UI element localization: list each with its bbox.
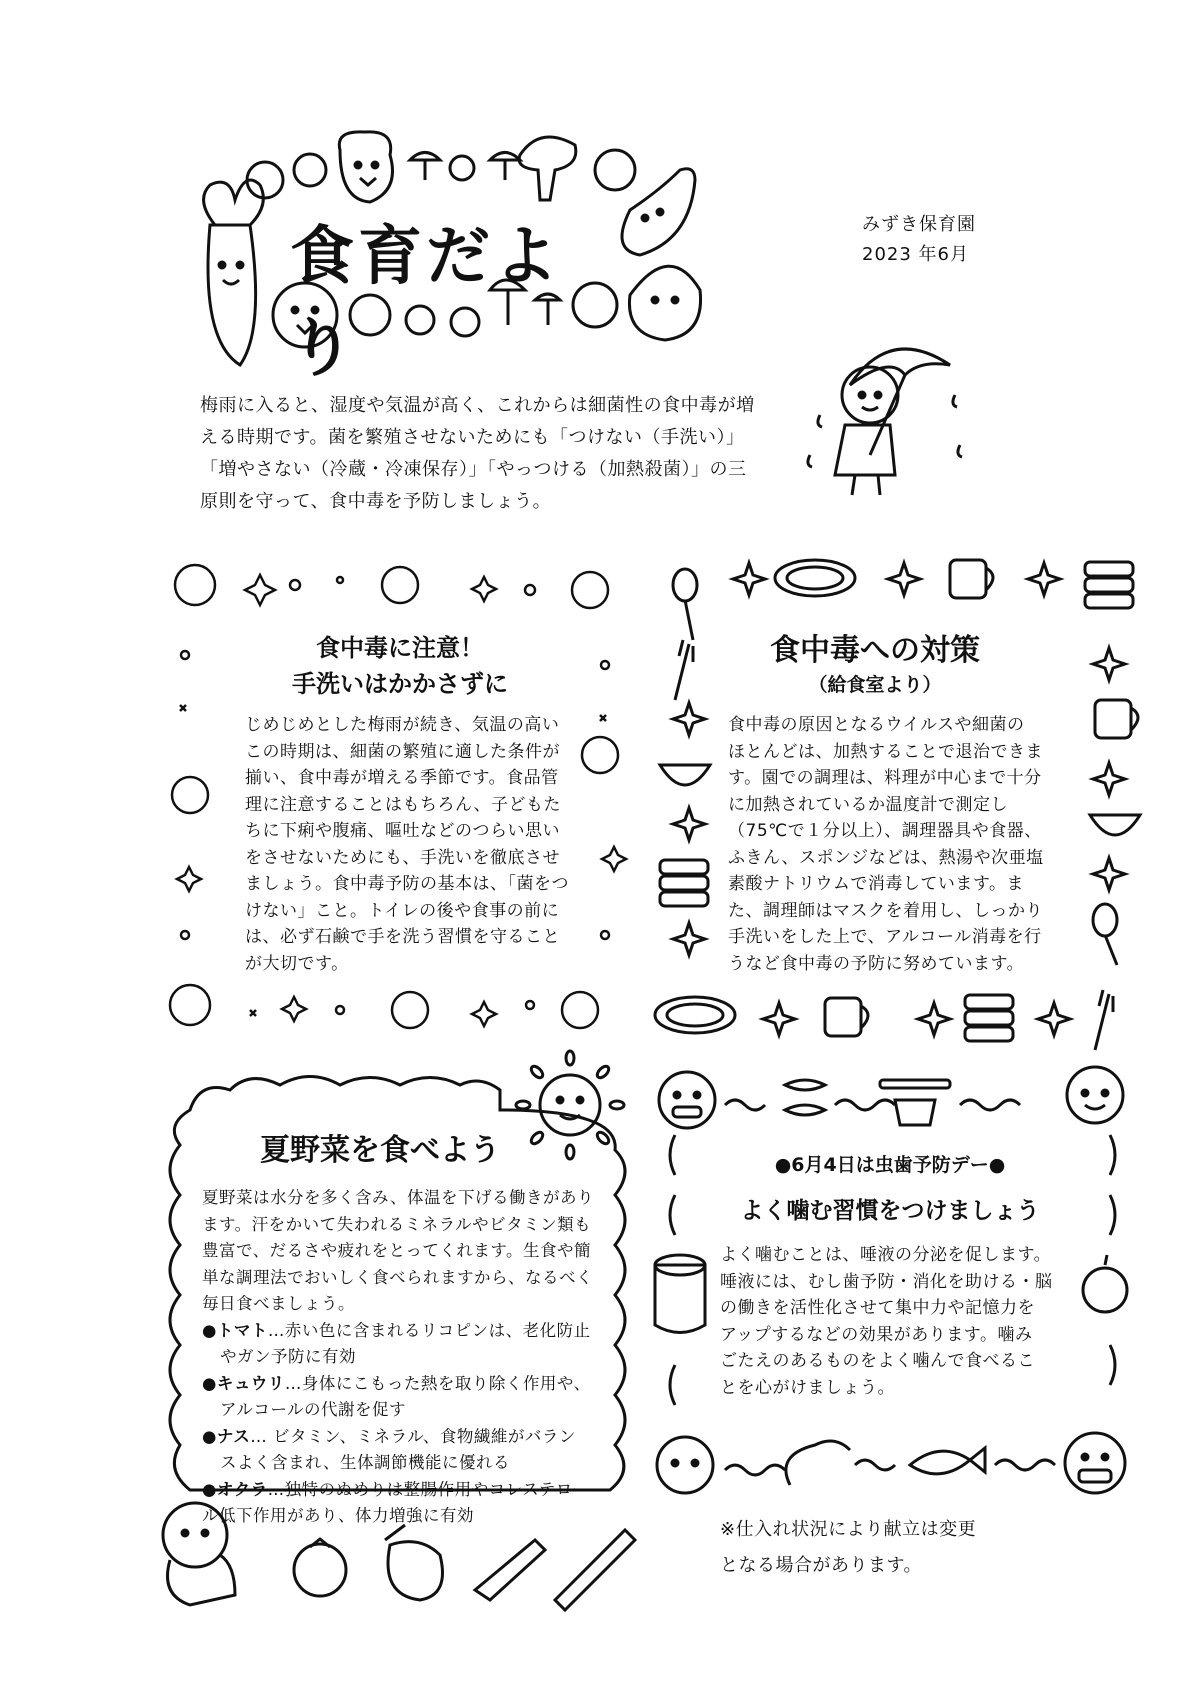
baby-vegetables-icon [150, 1495, 650, 1615]
handwash-title-line1: 食中毒に注意！ [316, 634, 484, 662]
page-title: 食育だより [290, 220, 562, 386]
measures-text [728, 712, 1078, 977]
summer-bullet [202, 1371, 642, 1398]
teeth-line: アップするなどの効果があります。噛み [720, 1324, 1033, 1345]
summer-line: 単な調理法でおいしく食べられますから、なるべく [202, 1267, 593, 1287]
bullet-desc-cont: スよく含まれ、生体調節機能に優れる [220, 1453, 510, 1472]
issue-date: 2023 年6月 [862, 244, 969, 265]
note-line: ※仕入れ状況により献立は変更 [720, 1519, 977, 1540]
teeth-line: とを心がけましょう。 [720, 1377, 895, 1398]
bullet-name: ●オクラ [202, 1479, 268, 1499]
bullet-desc-cont: やガン予防に有効 [220, 1347, 356, 1366]
summer-line: ます。汗をかいて失われるミネラルやビタミン類も [202, 1214, 592, 1234]
measures-title: 食中毒への対策 [770, 633, 980, 668]
measures-line: た、調理師はマスクを着用し、しっかり [728, 900, 1043, 921]
org-name: みずき保育園 [862, 214, 976, 235]
bullet-name: ●トマト [202, 1320, 268, 1340]
teeth-text [720, 1242, 1080, 1401]
measures-line: す。園での調理は、料理が中心まで十分 [728, 768, 1042, 788]
handwash-text [245, 712, 585, 977]
handwash-line: ちに下痢や腹痛、嘔吐などのつらい思い [245, 821, 560, 841]
teeth-day-title: ●6月4日は虫歯予防デー● [774, 1154, 1006, 1176]
handwash-line: じめじめとした梅雨が続き、気温の高い [245, 715, 560, 735]
summer-line: 豊富で、だるさや疲れをとってくれます。生食や簡 [202, 1241, 592, 1260]
intro-line: 「増やさない（冷蔵・冷凍保存）」「やっつける（加熱殺菌）」の三 [200, 459, 747, 480]
teeth-line: の働きを活性化させて集中力や記憶力を [720, 1298, 1035, 1318]
handwash-line: この時期は、細菌の繁殖に適した条件が [245, 741, 560, 762]
bullet-desc: … ビタミン、ミネラル、食物繊維がバラン [250, 1426, 576, 1446]
handwash-line: 揃い、食中毒が増える季節です。食品管 [245, 768, 559, 788]
summer-bullet [202, 1424, 642, 1451]
header [0, 0, 1200, 386]
measures-line: ほとんどは、加熱することで退治できま [728, 741, 1043, 762]
handwash-line: ましょう。食中毒予防の基本は、「菌をつ [245, 874, 569, 894]
teeth-line: よく噛むことは、唾液の分泌を促します。 [720, 1245, 1052, 1265]
intro-text [200, 390, 800, 518]
teeth-subtitle: よく噛む習慣をつけましょう [740, 1198, 1040, 1224]
teeth-line: 唾液には、むし歯予防・消化を助ける・脳 [720, 1271, 1053, 1292]
bullet-desc: …赤い色に含まれるリコピンは、老化防止 [267, 1320, 591, 1340]
summer-title: 夏野菜を食べよう [260, 1133, 500, 1168]
intro-line: 原則を守って、食中毒を予防しましょう。 [200, 491, 552, 512]
measures-line: （75℃で１分以上）、調理器具や食器、 [728, 821, 1042, 841]
summer-bullet [202, 1318, 642, 1345]
bullet-desc-cont: ル低下作用があり、体力増強に有効 [202, 1506, 474, 1525]
bullet-name: ●ナス [202, 1426, 251, 1446]
measures-line: 手洗いをした上で、アルコール消毒を行 [728, 927, 1042, 947]
note-line: となる場合があります。 [720, 1555, 923, 1576]
handwash-line: が大切です。 [245, 953, 349, 974]
intro-line: える時期です。菌を繁殖させないためにも「つけない（手洗い）」 [200, 427, 745, 448]
measures-subtitle: （給食室より） [808, 674, 942, 696]
bullet-desc: …独特のぬめりは整腸作用やコレステロー [267, 1479, 590, 1499]
handwash-title-line2: 手洗いはかかさずに [292, 670, 508, 698]
measures-line: うなど食中毒の予防に努めています。 [728, 953, 1025, 974]
teeth-line: ごたえのあるものをよく噛んで食べるこ [720, 1351, 1035, 1371]
handwash-line: 理に注意することはもちろん、子どもた [245, 794, 562, 815]
handwash-line: けない」こと。トイレの後や食事の前に [245, 900, 560, 921]
intro-line: 梅雨に入ると、湿度や気温が高く、これからは細菌性の食中毒が増 [200, 395, 755, 416]
measures-line: に加熱されているか温度計で測定し [728, 794, 1008, 815]
handwash-line: をさせないためにも、手洗いを徹底させ [245, 847, 560, 868]
bullet-desc: …身体にこもった熱を取り除く作用や、 [284, 1373, 591, 1393]
sun-icon [515, 1050, 625, 1160]
summer-line: 毎日食べましょう。 [202, 1294, 355, 1313]
measures-line: 食中毒の原因となるウイルスや細菌の [728, 715, 1025, 735]
summer-line: 夏野菜は水分を多く含み、体温を下げる働きがあり [202, 1188, 594, 1207]
bullet-desc-cont: アルコールの代謝を促す [220, 1400, 407, 1419]
summer-text [202, 1185, 642, 1530]
measures-line: 素酸ナトリウムで消毒しています。ま [728, 874, 1024, 894]
girl-umbrella-icon [810, 335, 990, 505]
handwash-line: は、必ず石鹸で手を洗う習慣を守ること [245, 927, 560, 947]
handwash-title [240, 630, 560, 702]
bullet-name: ●キュウリ [202, 1373, 285, 1393]
measures-line: ふきん、スポンジなどは、熱湯や次亜塩 [728, 847, 1044, 868]
menu-change-note [720, 1512, 976, 1584]
